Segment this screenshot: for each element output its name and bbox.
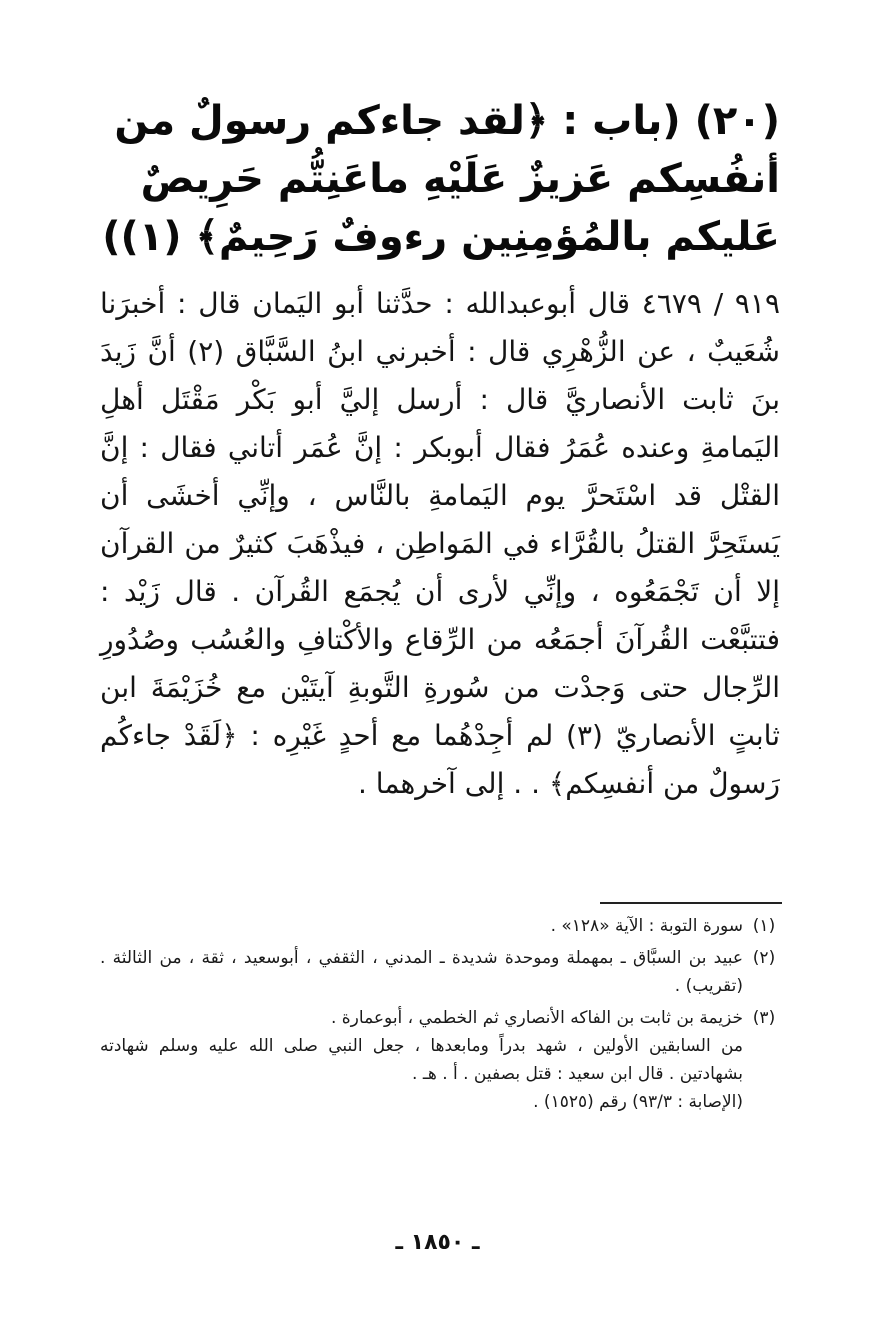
footnote-number: (١) [752, 916, 776, 936]
footnote-text [100, 1004, 743, 1116]
footnote-text [100, 912, 743, 940]
footnotes [100, 912, 785, 1120]
footnote-line: خزيمة بن ثابت بن الفاكه الأنصاري ثم الخطمي ، أبوعمارة . [330, 1008, 743, 1028]
footnote-line: سورة التوبة : الآية «١٢٨» . [550, 916, 743, 936]
footnote-3 [100, 1004, 785, 1116]
footnote-line: عبيد بن السبَّاق ـ بمهملة وموحدة شديدة ـ المدني ، الثقفي ، أبوسعيد ، ثقة ، من الثالثة . (تقريب) . [100, 948, 743, 996]
footnote-number: (٢) [752, 948, 776, 968]
footnote-1 [100, 912, 785, 940]
chapter-heading-text: (٢٠) (باب : ﴿لقد جاءكم رسولٌ من أنفُسِكم عَزيزٌ عَلَيْهِ ماعَنِتُّم حَرِيصٌ عَليكم بالمُؤمِنِين رءوفٌ رَحِيمٌ﴾ (١)) [102, 98, 780, 260]
hadith-paragraph: ٩١٩ / ٤٦٧٩ قال أبوعبدالله : حدَّثنا أبو اليَمان قال : أخبرَنا شُعَيبٌ ، عن الزُّهْرِي قال : أخبرني ابنُ السَّبَّاق (٢) أنَّ زَيدَ بنَ ثابت الأنصاريَّ قال : أرسل إليَّ أبو بَكْر مَقْتَل أهلِ اليَمامةِ وعنده عُمَرُ فقال أبوبكر : إنَّ عُمَر أتاني فقال : إنَّ القتْل قد اسْتَحرَّ يوم اليَمامةِ بالنَّاس ، وإنِّي أخشَى أن يَستَحِرَّ القتلُ بالقُرَّاء في المَواطِن ، فيذْهَبَ كثيرٌ من القرآن إلا أن تَجْمَعُوه ، وإنِّي لأرى أن يُجمَع القُرآن . قال زَيْد : فتتبَّعْت القُرآنَ أجمَعُه من الرِّقاع والأكْتافِ والعُسُب وصُدُورِ الرِّجال حتى وَجدْت من سُورةِ التَّوبةِ آيتَيْن مع خُزَيْمَةَ ابن ثابتٍ الأنصاريّ (٣) لم أجِدْهُما مع أحدٍ غَيْرِه : ﴿لَقَدْ جاءكُم رَسولٌ من أنفسِكم﴾ . . إلى آخرهما . [100, 287, 781, 800]
footnote-divider [600, 902, 782, 904]
footnote-2 [100, 944, 785, 1000]
chapter-heading [100, 92, 780, 266]
footnote-line: (الإصابة : ٩٣/٣) رقم (١٥٢٥) . [533, 1092, 743, 1112]
page-number: ـ ١٨٥٠ ـ [395, 1230, 480, 1255]
footnote-text [100, 944, 743, 1000]
footnote-number: (٣) [752, 1008, 776, 1028]
footnote-line: من السابقين الأولين ، شهد بدراً ومابعدها ، جعل النبي صلى الله عليه وسلم شهادته بشهادتين . قال ابن سعيد : قتل بصفين . أ . هـ . [100, 1036, 743, 1084]
